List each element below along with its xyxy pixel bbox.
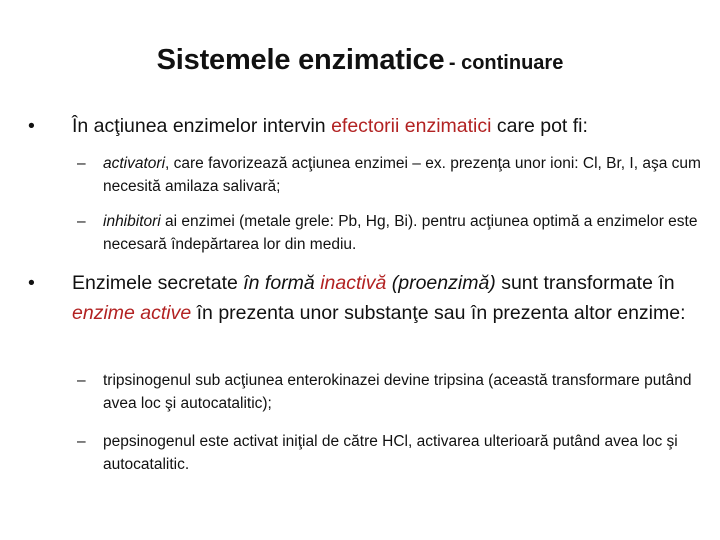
bullet-text-part: Enzimele secretate bbox=[72, 272, 244, 294]
bullet-marker: • bbox=[28, 115, 35, 137]
inactive-term: inactivă bbox=[320, 272, 387, 294]
dash-marker: – bbox=[77, 433, 86, 450]
bullet-text-part: care pot fi: bbox=[491, 115, 588, 137]
bullet-text-part: sunt transformate în bbox=[495, 272, 675, 294]
title-suffix: - continuare bbox=[448, 52, 564, 74]
subitem-text-part: ai enzimei (metale grele: Pb, Hg, Bi). pentru acţiunea optimă a enzimelor este necesară îndepărtarea lor din mediu. bbox=[103, 213, 698, 253]
dash-marker: – bbox=[77, 372, 86, 389]
subitem-text bbox=[103, 210, 707, 256]
subitem-text-part: , care favorizează acţiunea enzimei – ex. prezenţa unor ioni: Cl, Br, I, aşa cum necesită amilaza salivară; bbox=[103, 155, 701, 195]
title-main: Sistemele enzimatice bbox=[156, 44, 445, 76]
slide-title bbox=[0, 44, 720, 77]
bullet-text bbox=[72, 111, 708, 141]
dash-marker: – bbox=[77, 213, 86, 230]
bullet-text bbox=[72, 268, 708, 328]
proenzyme-term: (proenzimă) bbox=[386, 272, 496, 294]
inhibitors-term: inhibitori bbox=[103, 213, 161, 230]
inactive-form-phrase: în formă bbox=[243, 272, 321, 294]
subitem-text bbox=[103, 152, 707, 198]
bullet-text-part: în prezenta unor substanţe sau în prezenta altor enzime: bbox=[191, 302, 686, 324]
active-enzymes-term: enzime active bbox=[72, 302, 192, 324]
bullet-marker: • bbox=[28, 272, 35, 294]
bullet-text-part: În acţiunea enzimelor intervin bbox=[72, 115, 332, 137]
dash-marker: – bbox=[77, 155, 86, 172]
activators-term: activatori bbox=[103, 155, 166, 172]
subitem-text: tripsinogenul sub acţiunea enterokinazei devine tripsina (această transformare putând avea loc şi autocatalitic); bbox=[103, 372, 692, 412]
subitem-text: pepsinogenul este activat iniţial de către HCl, activarea ulterioară putând avea loc şi autocatalitic. bbox=[103, 433, 678, 473]
effectors-term: efectorii enzimatici bbox=[331, 115, 492, 137]
